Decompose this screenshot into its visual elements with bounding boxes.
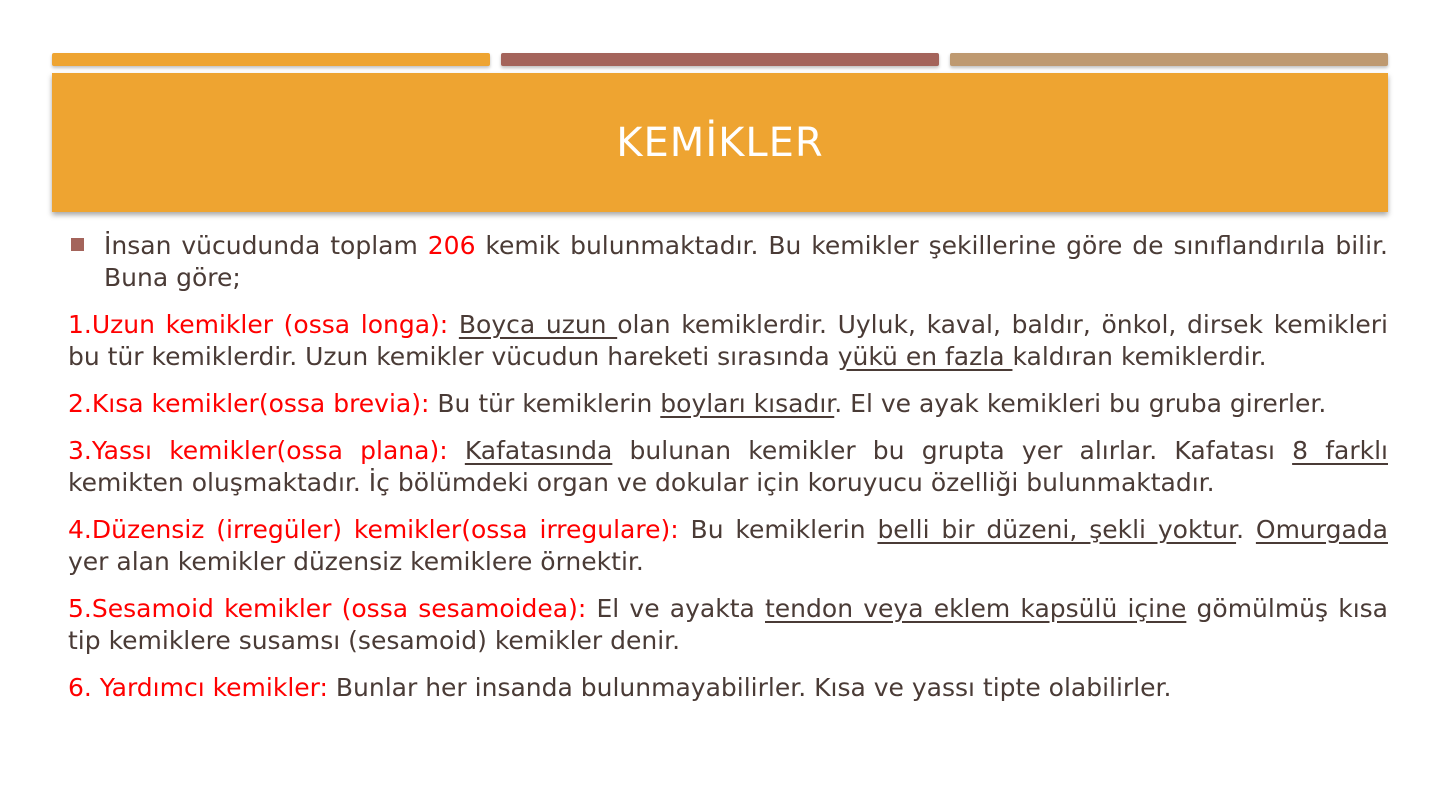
- decorative-top-bars: [52, 53, 1388, 67]
- slide-body: [68, 230, 1388, 719]
- item-heading: 4.Düzensiz (irregüler) kemikler(ossa irregulare):: [68, 515, 691, 544]
- item-heading: 6. Yardımcı kemikler:: [68, 673, 336, 702]
- accent-bar-orange: [52, 53, 490, 66]
- item-heading: 1.Uzun kemikler (ossa longa):: [68, 310, 459, 339]
- item-sesamoid-bones: 5.Sesamoid kemikler (ossa sesamoidea): El ve ayakta tendon veya eklem kapsülü içine gömülmüş kısa tip kemiklere susamsı (sesamoid) kemikler denir.: [68, 594, 1389, 655]
- item-short-bones: 2.Kısa kemikler(ossa brevia): Bu tür kemiklerin boyları kısadır. El ve ayak kemikleri bu gruba girerler.: [68, 389, 1327, 418]
- accent-bar-tan: [950, 53, 1388, 66]
- item-heading: 2.Kısa kemikler(ossa brevia):: [68, 389, 438, 418]
- item-heading: 3.Yassı kemikler(ossa plana):: [68, 436, 465, 465]
- item-accessory-bones: 6. Yardımcı kemikler: Bunlar her insanda bulunmayabilirler. Kısa ve yassı tipte olabilirler.: [68, 673, 1172, 702]
- title-banner: [52, 73, 1388, 212]
- item-irregular-bones: 4.Düzensiz (irregüler) kemikler(ossa irregulare): Bu kemiklerin belli bir düzeni, şekli yoktur. Omurgada yer alan kemikler düzensiz kemiklere örnektir.: [68, 515, 1388, 576]
- intro-paragraph: İnsan vücudunda toplam 206 kemik bulunmaktadır. Bu kemikler şekillerine göre de sınıflandırıla bilir. Buna göre;: [68, 230, 1388, 294]
- slide-title: KEMİKLER: [616, 119, 824, 166]
- bone-count: 206: [427, 231, 476, 260]
- item-heading: 5.Sesamoid kemikler (ossa sesamoidea):: [68, 594, 597, 623]
- accent-bar-brown: [501, 53, 939, 66]
- item-flat-bones: 3.Yassı kemikler(ossa plana): Kafatasında bulunan kemikler bu grupta yer alırlar. Kafatası 8 farklı kemikten oluşmaktadır. İç bölümdeki organ ve dokular için koruyucu özelliği bulunmaktadır.: [68, 436, 1388, 497]
- item-long-bones: 1.Uzun kemikler (ossa longa): Boyca uzun olan kemiklerdir. Uyluk, kaval, baldır, önkol, dirsek kemikleri bu tür kemiklerdir. Uzun kemikler vücudun hareketi sırasında yükü en fazla kaldıran kemiklerdir.: [68, 310, 1388, 371]
- square-bullet-icon: [71, 238, 84, 251]
